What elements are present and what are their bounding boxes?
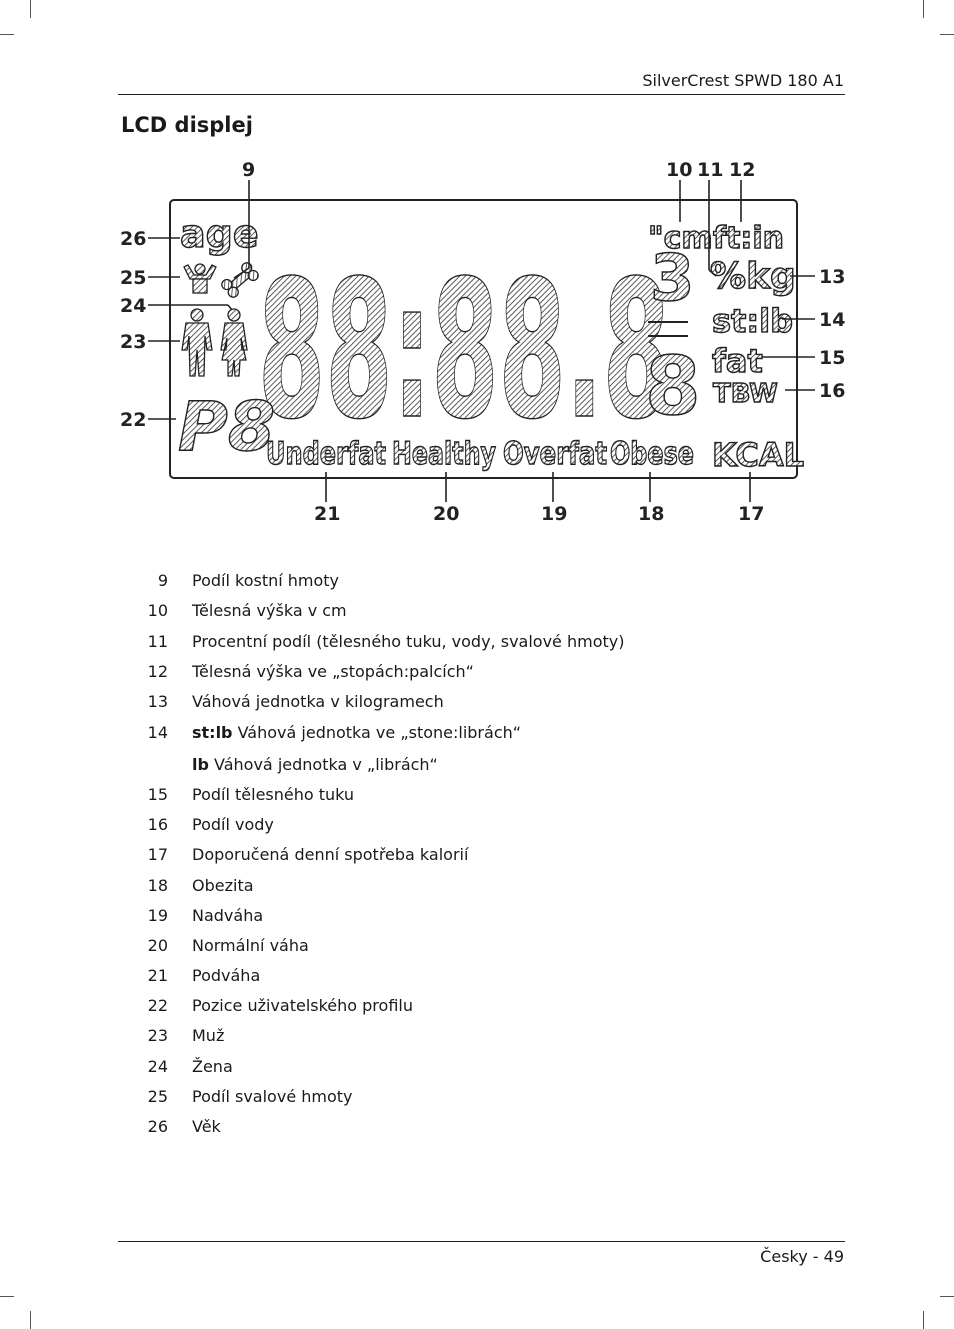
unit-percent-kg: %kg xyxy=(710,256,796,297)
callout-13: 13 xyxy=(819,266,846,288)
callout-9: 9 xyxy=(242,159,256,181)
crop-mark xyxy=(0,34,14,35)
callout-23: 23 xyxy=(120,331,147,353)
crop-mark xyxy=(940,1296,954,1297)
callout-17: 17 xyxy=(738,503,765,525)
callout-21: 21 xyxy=(314,503,341,525)
fat-indicator: fat xyxy=(712,342,763,380)
footer-rule xyxy=(118,1241,845,1242)
age-indicator: age xyxy=(180,212,259,256)
callout-15: 15 xyxy=(819,347,846,369)
header-title: SilverCrest SPWD 180 A1 xyxy=(642,71,844,90)
kcal-indicator: KCAL xyxy=(712,436,804,474)
muscle-icon xyxy=(184,264,216,293)
callout-14: 14 xyxy=(819,309,846,331)
unit-cm: "cm xyxy=(648,221,713,256)
unit-ftin: ft:in xyxy=(713,221,785,256)
crop-mark xyxy=(923,1311,924,1329)
callout-20: 20 xyxy=(433,503,460,525)
page-number: Česky - 49 xyxy=(760,1247,844,1266)
callout-16: 16 xyxy=(819,380,846,402)
main-digits: 88:88.8 xyxy=(258,240,670,461)
tbw-indicator: TBW xyxy=(713,379,778,409)
callout-19: 19 xyxy=(541,503,568,525)
crop-mark xyxy=(30,1311,31,1329)
female-icon xyxy=(221,309,247,376)
crop-mark xyxy=(923,0,924,18)
callout-24: 24 xyxy=(120,295,147,317)
unit-stlb: st:lb xyxy=(712,302,794,340)
callout-12: 12 xyxy=(729,159,756,181)
lcd-figure xyxy=(110,150,850,530)
callout-22: 22 xyxy=(120,409,147,431)
status-overfat: Overfat xyxy=(503,436,608,472)
callout-25: 25 xyxy=(120,267,147,289)
crop-mark xyxy=(940,34,954,35)
callout-11: 11 xyxy=(697,159,724,181)
status-obese: Obese xyxy=(610,436,694,472)
lcd-diagram xyxy=(110,150,850,530)
profile-indicator: P8 xyxy=(178,388,276,467)
crop-mark xyxy=(0,1296,14,1297)
status-underfat: Underfat xyxy=(266,436,387,472)
male-icon xyxy=(182,309,212,376)
header-rule xyxy=(118,94,845,95)
section-title: LCD displej xyxy=(121,113,253,137)
status-healthy: Healthy xyxy=(392,436,496,472)
crop-mark xyxy=(30,0,31,18)
callout-26: 26 xyxy=(120,228,147,250)
small-digit: 8 xyxy=(645,340,701,433)
callout-10: 10 xyxy=(666,159,693,181)
small-digit: 3 xyxy=(650,242,695,316)
callout-18: 18 xyxy=(638,503,665,525)
bone-icon xyxy=(220,261,260,299)
